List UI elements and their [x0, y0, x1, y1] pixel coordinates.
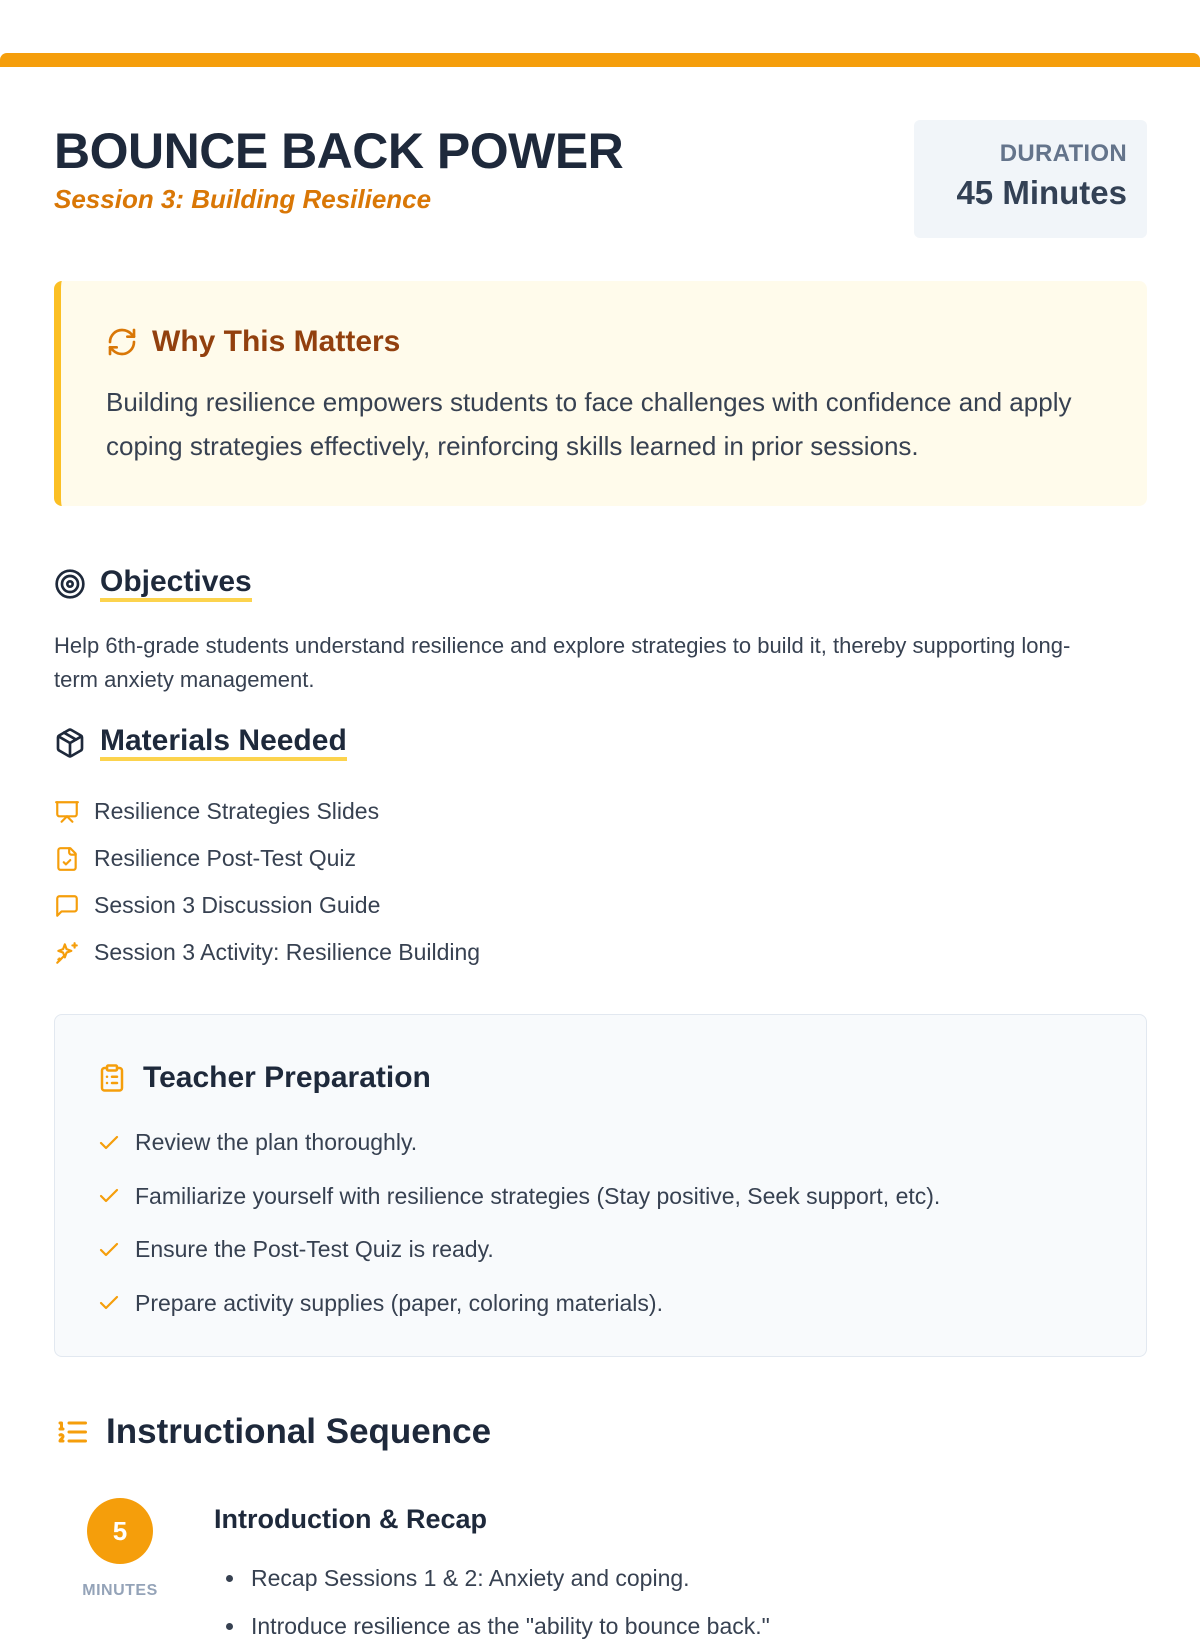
step-bullet: • Recap Sessions 1 & 2: Anxiety and coping. — [247, 1554, 1127, 1602]
materials-list — [54, 788, 480, 976]
check-icon — [97, 1291, 121, 1315]
duration-label: DURATION — [999, 140, 1127, 167]
prep-item-text: Ensure the Post-Test Quiz is ready. — [135, 1236, 494, 1263]
check-icon — [97, 1131, 121, 1155]
prep-checklist — [97, 1116, 940, 1330]
prep-title: Teacher Preparation — [143, 1061, 431, 1094]
objectives-text: Help 6th-grade students understand resilience and explore strategies to build it, thereby supporting long-term anxiety management. — [54, 633, 1071, 692]
duration-badge — [914, 120, 1147, 238]
step-title: Introduction & Recap — [214, 1504, 488, 1534]
material-item — [54, 882, 480, 929]
prep-item — [97, 1277, 940, 1331]
session-subtitle: Session 3: Building Resilience — [54, 184, 432, 214]
why-this-matters-callout — [54, 281, 1147, 506]
message-icon — [54, 893, 80, 919]
objectives-heading — [54, 566, 252, 602]
refresh-icon — [106, 326, 138, 358]
why-title: Why This Matters — [152, 325, 401, 358]
top-accent-bar — [0, 53, 1200, 67]
materials-title: Materials Needed — [100, 725, 347, 761]
clipboard-list-icon — [97, 1063, 127, 1093]
material-label: Resilience Post-Test Quiz — [94, 845, 357, 871]
check-icon — [97, 1184, 121, 1208]
material-item — [54, 788, 480, 835]
check-icon — [97, 1238, 121, 1262]
page-title: BOUNCE BACK POWER — [54, 123, 624, 179]
prep-item-text: Prepare activity supplies (paper, coloring materials). — [135, 1289, 663, 1316]
material-item — [54, 929, 480, 976]
objectives-title: Objectives — [100, 566, 252, 602]
duration-value: 45 Minutes — [956, 174, 1127, 211]
material-label: Session 3 Activity: Resilience Building — [94, 939, 481, 965]
materials-heading — [54, 725, 347, 761]
material-label: Resilience Strategies Slides — [94, 798, 380, 824]
prep-item — [97, 1223, 940, 1277]
box-icon — [54, 727, 86, 759]
sequence-heading — [54, 1412, 491, 1452]
step-bullets — [247, 1554, 1127, 1650]
sequence-title: Instructional Sequence — [106, 1412, 492, 1451]
teacher-preparation-card — [54, 1014, 1147, 1357]
target-icon — [54, 568, 86, 600]
presentation-icon — [54, 799, 80, 825]
why-heading — [106, 325, 400, 359]
header — [54, 118, 1147, 238]
material-item — [54, 835, 480, 882]
step-minutes-unit: MINUTES — [82, 1582, 158, 1599]
step-minutes-badge: 5 — [87, 1498, 153, 1564]
material-label: Session 3 Discussion Guide — [94, 892, 381, 918]
sparkles-icon — [54, 940, 80, 966]
file-check-icon — [54, 846, 80, 872]
prep-item — [97, 1116, 940, 1170]
prep-item — [97, 1170, 940, 1224]
prep-item-text: Familiarize yourself with resilience strategies (Stay positive, Seek support, etc). — [135, 1182, 941, 1209]
prep-heading — [97, 1061, 431, 1095]
prep-item-text: Review the plan thoroughly. — [135, 1129, 418, 1156]
why-text: Building resilience empowers students to face challenges with confidence and apply coping strategies effectively, reinforcing skills learned in prior sessions. — [106, 387, 1072, 461]
step-bullet: • Introduce resilience as the "ability to bounce back." — [247, 1602, 1127, 1650]
list-ordered-icon — [54, 1414, 90, 1450]
